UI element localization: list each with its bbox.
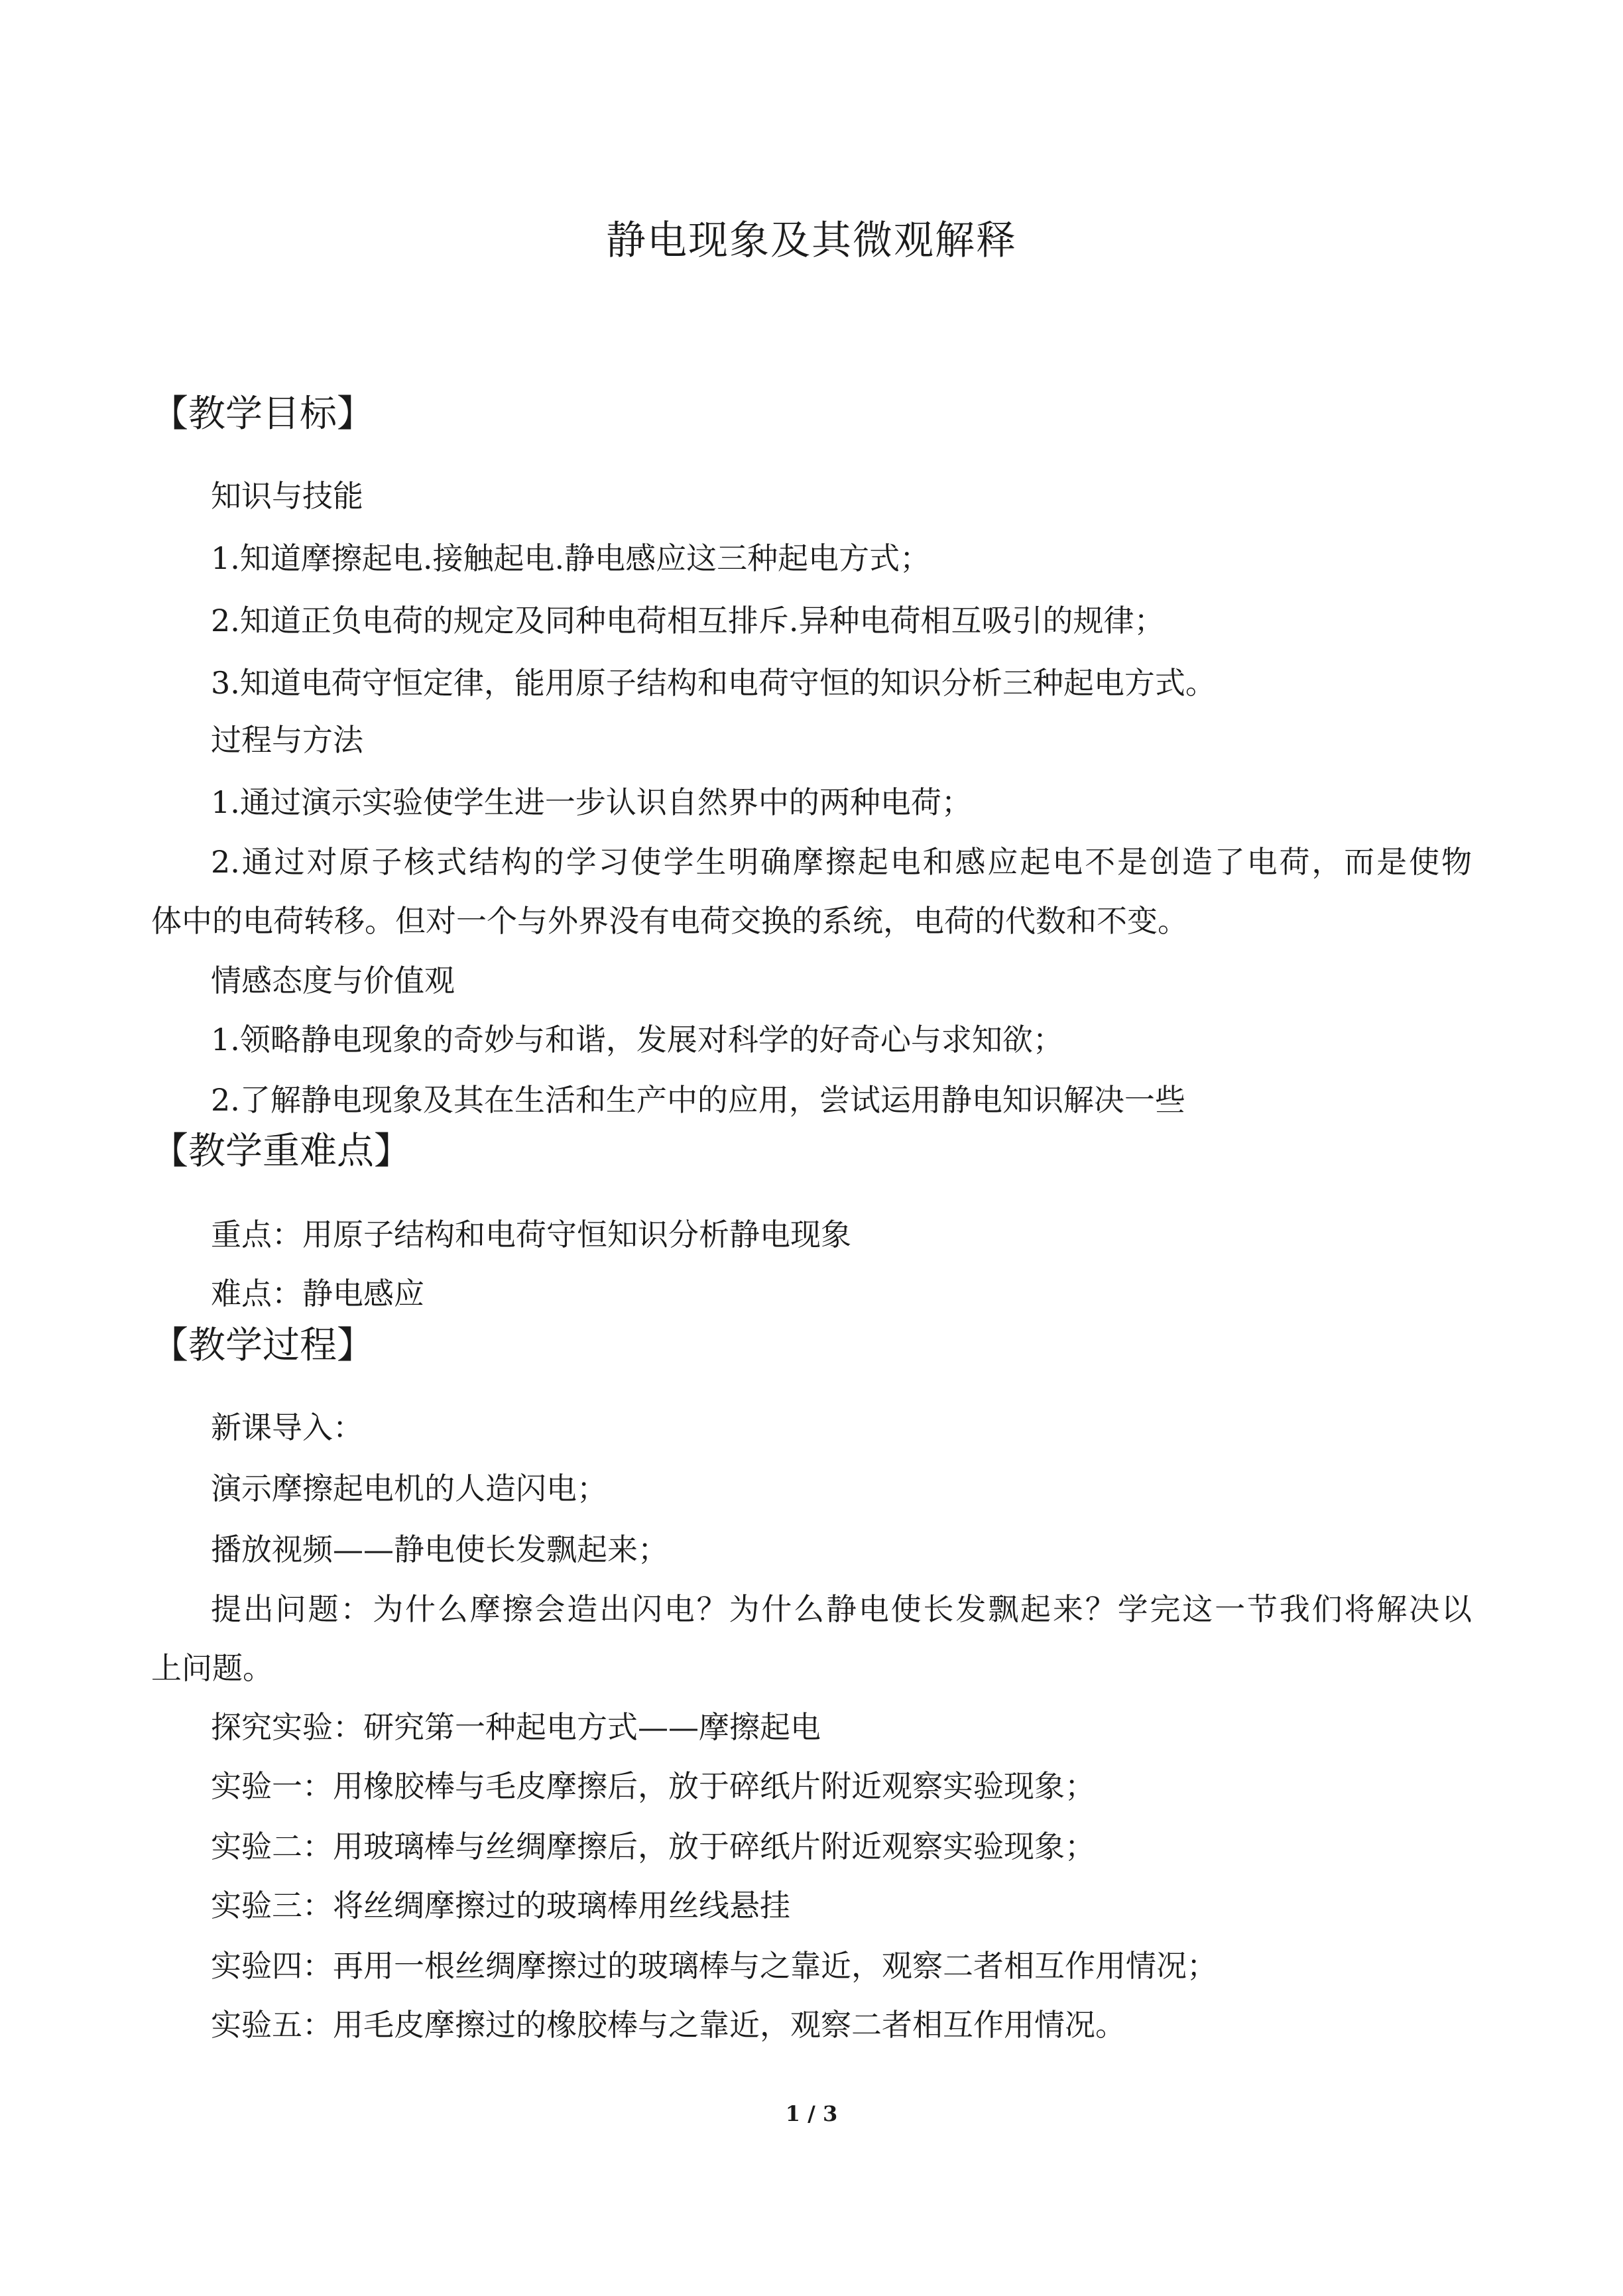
paragraph: 实验五：用毛皮摩擦过的橡胶棒与之靠近，观察二者相互作用情况。 bbox=[211, 2007, 1126, 2043]
paragraph: 实验三：将丝绸摩擦过的玻璃棒用丝线悬挂 bbox=[211, 1888, 790, 1923]
paragraph-continued: 上问题。 bbox=[151, 1650, 273, 1686]
difficult-point: 难点：静电感应 bbox=[211, 1276, 424, 1311]
list-item: 2.知道正负电荷的规定及同种电荷相互排斥.异种电荷相互吸引的规律； bbox=[211, 603, 1165, 638]
paragraph: 演示摩擦起电机的人造闪电； bbox=[211, 1471, 607, 1506]
paragraph: 播放视频——静电使长发飘起来； bbox=[211, 1532, 668, 1567]
key-point: 重点：用原子结构和电荷守恒知识分析静电现象 bbox=[211, 1217, 851, 1252]
subheading-emotion: 情感态度与价值观 bbox=[211, 963, 455, 998]
page-number: 1 / 3 bbox=[785, 2101, 838, 2126]
list-item: 3.知道电荷守恒定律，能用原子结构和电荷守恒的知识分析三种起电方式。 bbox=[211, 665, 1216, 701]
section-heading-objectives: 【教学目标】 bbox=[151, 393, 374, 436]
paragraph: 探究实验：研究第一种起电方式——摩擦起电 bbox=[211, 1709, 821, 1745]
list-item: 1.通过演示实验使学生进一步认识自然界中的两种电荷； bbox=[211, 784, 972, 820]
list-item-continued: 体中的电荷转移。但对一个与外界没有电荷交换的系统，电荷的代数和不变。 bbox=[151, 903, 1188, 939]
section-heading-key-points: 【教学重难点】 bbox=[151, 1130, 411, 1173]
list-item: 1.知道摩擦起电.接触起电.静电感应这三种起电方式； bbox=[211, 540, 931, 576]
paragraph: 实验四：再用一根丝绸摩擦过的玻璃棒与之靠近，观察二者相互作用情况； bbox=[211, 1948, 1217, 1984]
document-title: 静电现象及其微观解释 bbox=[606, 217, 1017, 264]
list-item: 1.领略静电现象的奇妙与和谐，发展对科学的好奇心与求知欲； bbox=[211, 1022, 1063, 1057]
paragraph: 提出问题：为什么摩擦会造出闪电？为什么静电使长发飘起来？学完这一节我们将解决以 bbox=[211, 1591, 1472, 1627]
subheading-knowledge: 知识与技能 bbox=[211, 478, 363, 514]
list-item: 2.通过对原子核式结构的学习使学生明确摩擦起电和感应起电不是创造了电荷，而是使物 bbox=[211, 844, 1472, 880]
paragraph: 实验二：用玻璃棒与丝绸摩擦后，放于碎纸片附近观察实验现象； bbox=[211, 1829, 1095, 1864]
paragraph: 新课导入： bbox=[211, 1410, 363, 1445]
subheading-process-method: 过程与方法 bbox=[211, 722, 363, 758]
paragraph: 实验一：用橡胶棒与毛皮摩擦后，放于碎纸片附近观察实验现象； bbox=[211, 1768, 1095, 1804]
list-item: 2.了解静电现象及其在生活和生产中的应用，尝试运用静电知识解决一些 bbox=[211, 1082, 1185, 1118]
section-heading-process: 【教学过程】 bbox=[151, 1324, 374, 1367]
